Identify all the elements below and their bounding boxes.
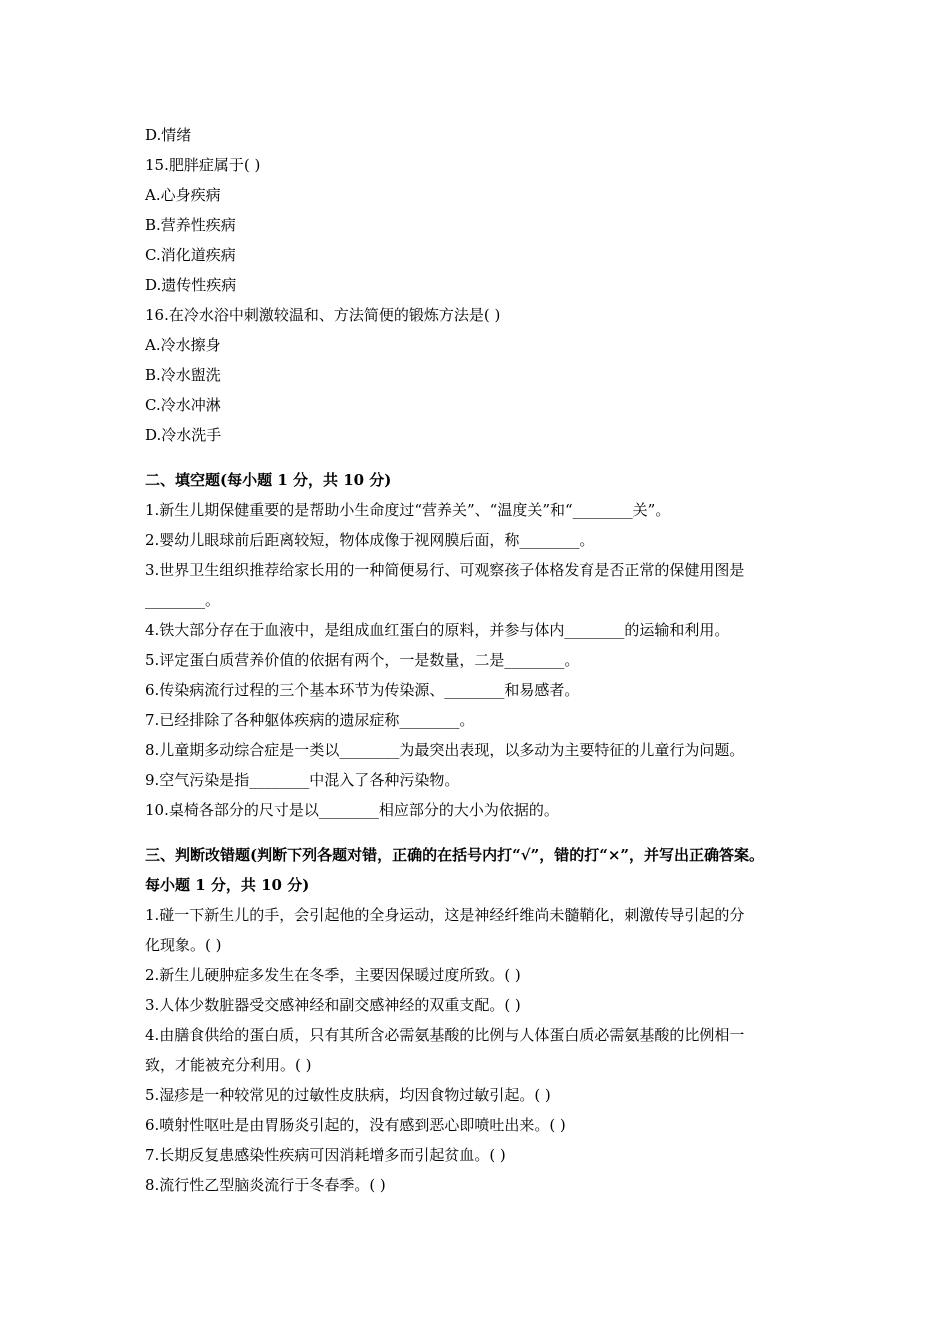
question-line-continued: 化现象。( ) — [145, 936, 222, 954]
option-line: D.情绪 — [145, 126, 192, 144]
section-heading: 二、填空题(每小题 1 分，共 10 分) — [145, 471, 392, 489]
question-line: 6.喷射性呕吐是由胃肠炎引起的，没有感到恶心即喷吐出来。( ) — [145, 1116, 566, 1134]
question-line: 3.世界卫生组织推荐给家长用的一种简便易行、可观察孩子体格发育是否正常的保健用图是 — [145, 561, 745, 579]
question-line: 4.铁大部分存在于血液中，是组成血红蛋白的原料，并参与体内________的运输和利用。 — [145, 621, 730, 639]
section-spacer — [145, 825, 825, 840]
question-line-continued: 致，才能被充分利用。( ) — [145, 1056, 312, 1074]
question-line: 7.已经排除了各种躯体疾病的遗尿症称________。 — [145, 711, 475, 729]
option-line: C.冷水冲淋 — [145, 396, 221, 414]
section-heading: 三、判断改错题(判断下列各题对错，正确的在括号内打“√”，错的打“×”，并写出正确答案。 — [145, 846, 765, 864]
document-page — [145, 120, 825, 1200]
fill-in-blank-section — [145, 465, 825, 825]
multiple-choice-block — [145, 120, 825, 450]
question-line: 7.长期反复患感染性疾病可因消耗增多而引起贫血。( ) — [145, 1146, 506, 1164]
question-line: 6.传染病流行过程的三个基本环节为传染源、________和易感者。 — [145, 681, 580, 699]
question-line: 1.新生儿期保健重要的是帮助小生命度过“营养关”、“温度关”和“________关”。 — [145, 501, 671, 519]
question-line-continued: ________。 — [145, 591, 221, 609]
section-heading-continued: 每小题 1 分，共 10 分) — [145, 876, 310, 894]
option-line: A.心身疾病 — [145, 186, 221, 204]
option-line: B.营养性疾病 — [145, 216, 236, 234]
question-line: 4.由膳食供给的蛋白质，只有其所含必需氨基酸的比例与人体蛋白质必需氨基酸的比例相一 — [145, 1026, 745, 1044]
option-line: D.遗传性疾病 — [145, 276, 237, 294]
option-line: C.消化道疾病 — [145, 246, 236, 264]
question-line: 5.湿疹是一种较常见的过敏性皮肤病，均因食物过敏引起。( ) — [145, 1086, 551, 1104]
question-line: 15.肥胖症属于( ) — [145, 156, 261, 174]
question-line: 1.碰一下新生儿的手，会引起他的全身运动，这是神经纤维尚未髓鞘化，刺激传导引起的分 — [145, 906, 745, 924]
section-spacer — [145, 450, 825, 465]
option-line: D.冷水洗手 — [145, 426, 222, 444]
true-false-section — [145, 840, 825, 1200]
question-line: 9.空气污染是指________中混入了各种污染物。 — [145, 771, 460, 789]
question-line: 16.在冷水浴中刺激较温和、方法简便的锻炼方法是( ) — [145, 306, 501, 324]
question-line: 8.儿童期多动综合症是一类以________为最突出表现，以多动为主要特征的儿童行为问题。 — [145, 741, 745, 759]
question-line: 8.流行性乙型脑炎流行于冬春季。( ) — [145, 1176, 386, 1194]
question-line: 2.婴幼儿眼球前后距离较短，物体成像于视网膜后面，称________。 — [145, 531, 595, 549]
question-line: 5.评定蛋白质营养价值的依据有两个，一是数量，二是________。 — [145, 651, 580, 669]
question-line: 10.桌椅各部分的尺寸是以________相应部分的大小为依据的。 — [145, 801, 559, 819]
question-line: 3.人体少数脏器受交感神经和副交感神经的双重支配。( ) — [145, 996, 521, 1014]
option-line: A.冷水擦身 — [145, 336, 221, 354]
option-line: B.冷水盥洗 — [145, 366, 221, 384]
question-line: 2.新生儿硬肿症多发生在冬季，主要因保暖过度所致。( ) — [145, 966, 521, 984]
